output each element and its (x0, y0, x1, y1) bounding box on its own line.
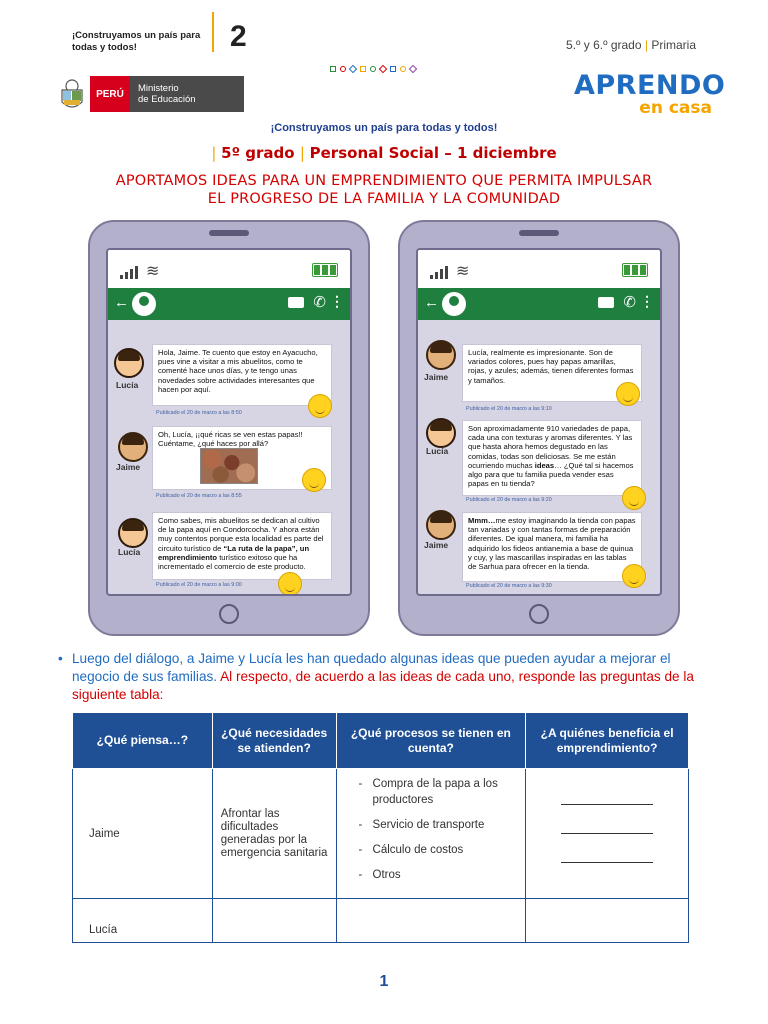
instruction-red: Al respecto, de acuerdo a las ideas de cada uno, responde las preguntas de la siguiente tabla: (72, 669, 694, 702)
phone-screen (416, 248, 662, 596)
contact-avatar-icon[interactable] (442, 292, 466, 316)
jaime-avatar (426, 510, 456, 540)
message-timestamp: Publicado el 20 de marzo a las 8:50 (156, 410, 242, 416)
phone-speaker (519, 230, 559, 236)
header-grade (566, 38, 696, 52)
more-options-icon[interactable]: ⋮ (330, 293, 344, 309)
row-name: Lucía (73, 899, 213, 943)
decorative-shape (390, 66, 396, 72)
decorative-shape (409, 65, 417, 73)
table-row (73, 769, 689, 899)
wifi-icon: ≋ (146, 263, 160, 280)
header-number: 2 (230, 20, 247, 53)
table-header: ¿Qué piensa…? (73, 713, 213, 769)
phone-right (398, 220, 680, 636)
subject-pipe-1: | (211, 144, 222, 162)
message-timestamp: Publicado el 20 de marzo a las 9:10 (466, 406, 552, 412)
instruction-blue: Luego del diálogo, a Jaime y Lucía les han quedado algunas ideas que pueden ayudar a mejorar el negocio de sus familias. (72, 651, 671, 684)
ministry-line2: de Educación (138, 94, 196, 105)
phone-left (88, 220, 370, 636)
aprendo-en-casa-logo (574, 72, 724, 120)
back-arrow-icon[interactable]: ← (114, 294, 129, 311)
table-header: ¿A quiénes beneficia el emprendimiento? (526, 713, 689, 769)
table-header: ¿Qué necesidades se atienden? (212, 713, 336, 769)
answer-table (72, 712, 689, 943)
contact-avatar-icon[interactable] (132, 292, 156, 316)
ministry-line1: Ministerio (138, 83, 179, 94)
page-title (40, 172, 728, 208)
phone-call-icon[interactable]: ✆ (623, 294, 636, 311)
list-item: - Servicio de transporte (357, 817, 518, 833)
subject-date: 1 diciembre (456, 144, 557, 162)
home-button (219, 604, 239, 624)
processes-list (357, 776, 518, 883)
phone-screen (106, 248, 352, 596)
jaime-avatar (118, 432, 148, 462)
lucia-avatar (114, 348, 144, 378)
signal-icon (120, 266, 138, 279)
subject-dash: – (444, 144, 457, 162)
phone-call-icon[interactable]: ✆ (313, 294, 326, 311)
instruction-paragraph (58, 650, 702, 704)
video-call-icon[interactable] (598, 297, 614, 308)
video-call-icon[interactable] (288, 297, 304, 308)
chat-bubble (462, 420, 642, 496)
lucia-name: Lucía (116, 380, 139, 390)
processes-cell[interactable] (336, 769, 526, 899)
message-timestamp: Publicado el 20 de marzo a las 8:55 (156, 493, 242, 499)
decorative-shape (400, 66, 406, 72)
header-slogan: ¡Construyamos un país para todas y todos! (72, 30, 201, 53)
smile-emoji-icon (302, 468, 326, 492)
back-arrow-icon[interactable]: ← (424, 294, 439, 311)
chat-text-part-1: Como sabes, mis abuelitos se dedican al cultivo de la papa aquí en Condorcocha. Y ahora están muy contentos porque esta localidad es parte del circuito turístico de (158, 516, 324, 553)
chat-text-bold: “La ruta de la papa”, un emprendimiento (158, 543, 310, 562)
thumbs-up-emoji-icon (278, 572, 302, 596)
potatoes-photo (200, 448, 258, 484)
subject-pipe-2: | (299, 144, 310, 162)
wifi-icon: ≋ (456, 263, 470, 280)
header-grade-separator: | (644, 38, 652, 52)
title-line-1: APORTAMOS IDEAS PARA UN EMPRENDIMIENTO QUE PERMITA IMPULSAR (115, 173, 653, 189)
phone-speaker (209, 230, 249, 236)
chat-bubble (462, 512, 642, 582)
chat-text-bold: ideas (534, 460, 555, 470)
thumbs-up-emoji-icon (622, 564, 646, 588)
decorative-shape (340, 66, 346, 72)
jaime-avatar (426, 340, 456, 370)
decorative-shape (370, 66, 376, 72)
chat-text-part-1: Son aproximadamente 910 variedades de papa, cada una con texturas y aromas diferentes. Y las que hasta ahora hemos degustado en las comidas, todas son deliciosas. Se me están ocurriendo muchas (468, 424, 633, 470)
smile-emoji-icon (622, 486, 646, 510)
row-name: Jaime (73, 769, 213, 899)
decorative-shape (379, 65, 387, 73)
chat-app-bar (418, 288, 660, 320)
lucia-avatar (118, 518, 148, 548)
battery-icon (622, 263, 648, 277)
beneficiaries-cell[interactable] (526, 899, 689, 943)
title-line-2: EL PROGRESO DE LA FAMILIA Y LA COMUNIDAD (207, 191, 561, 207)
list-item: - Otros (357, 867, 518, 883)
battery-icon (312, 263, 338, 277)
message-timestamp: Publicado el 20 de marzo a las 9:20 (466, 497, 552, 503)
thinking-emoji-icon (308, 394, 332, 418)
chat-text: me estoy imaginando la tienda con papas tan variadas y con tantas formas de preparación diferentes. De igual manera, mi familia ha adquirido los fideos antianemia a base de quinua y cuy, y las mascarillas inspiradas en las tablas de Sarhua para ofrecer en la tienda. (468, 516, 636, 572)
en-casa-text: en casa (639, 98, 712, 118)
status-bar (418, 250, 660, 288)
chat-text: Oh, Lucía, ¡¡qué ricas se ven estas papas!! Cuéntame, ¿qué haces por allá? (158, 430, 303, 449)
jaime-name: Jaime (116, 462, 141, 472)
chat-text-part-2: … ¿Qué tal si hacemos algo para que tu familia pueda vender esas papas en tu tienda? (468, 460, 634, 489)
bullet-icon: • (58, 651, 63, 666)
needs-cell[interactable] (212, 899, 336, 943)
header-divider (212, 12, 214, 52)
decorative-shapes (330, 66, 416, 72)
table-header-row (73, 713, 689, 769)
message-timestamp: Publicado el 20 de marzo a las 9:00 (156, 582, 242, 588)
more-options-icon[interactable]: ⋮ (640, 293, 654, 309)
peru-shield-icon (58, 78, 86, 114)
header-grade-text: 5.º y 6.º grado (566, 38, 642, 52)
message-timestamp: Publicado el 20 de marzo a las 9:30 (466, 583, 552, 589)
header-level: Primaria (651, 38, 696, 52)
page-slogan: ¡Construyamos un país para todas y todos! (270, 122, 498, 134)
ministry-logo (130, 76, 244, 112)
chat-app-bar (108, 288, 350, 320)
jaime-name: Jaime (424, 372, 449, 382)
lucia-avatar (426, 418, 456, 448)
signal-icon (430, 266, 448, 279)
decorative-shape (360, 66, 366, 72)
answer-line[interactable] (561, 833, 653, 834)
home-button (529, 604, 549, 624)
chat-text-bold: Mmm… (468, 516, 496, 525)
answer-line[interactable] (561, 862, 653, 863)
needs-cell[interactable]: Afrontar las dificultades generadas por la emergencia sanitaria (212, 769, 336, 899)
thinking-emoji-icon (616, 382, 640, 406)
chat-bubble: Lucía, realmente es impresionante. Son de variados colores, pues hay papas amarillas, rojas, y azules; además, tienen diferentes formas y tamaños. (462, 344, 642, 402)
subject-area: Personal Social (309, 144, 440, 162)
chat-bubble: Hola, Jaime. Te cuento que estoy en Ayacucho, pues vine a visitar a mis abuelitos, como te comenté hace unos días, y te tengo unas novedades sobre actividades interesantes que hacen por aquí. (152, 344, 332, 406)
table-header: ¿Qué procesos se tienen en cuenta? (336, 713, 526, 769)
table-row (73, 899, 689, 943)
aprendo-text: APRENDO (574, 70, 726, 101)
jaime-name: Jaime (424, 540, 449, 550)
subject-grade: 5º grado (221, 144, 295, 162)
lucia-name: Lucía (426, 446, 449, 456)
subject-line (0, 144, 768, 162)
chat-text-part-2: turístico exitoso que ha incrementado el comercio de este producto. (158, 552, 306, 572)
decorative-shape (330, 66, 336, 72)
answer-line[interactable] (561, 804, 653, 805)
lucia-name: Lucía (118, 547, 141, 557)
list-item: - Compra de la papa a los productores (357, 776, 518, 808)
peru-logo: PERÚ (90, 76, 130, 112)
status-bar (108, 250, 350, 288)
page-number: 1 (379, 973, 389, 990)
list-item: - Cálculo de costos (357, 842, 518, 858)
chat-bubble (152, 512, 332, 580)
processes-cell[interactable] (336, 899, 526, 943)
decorative-shape (349, 65, 357, 73)
beneficiaries-cell[interactable] (526, 769, 689, 899)
